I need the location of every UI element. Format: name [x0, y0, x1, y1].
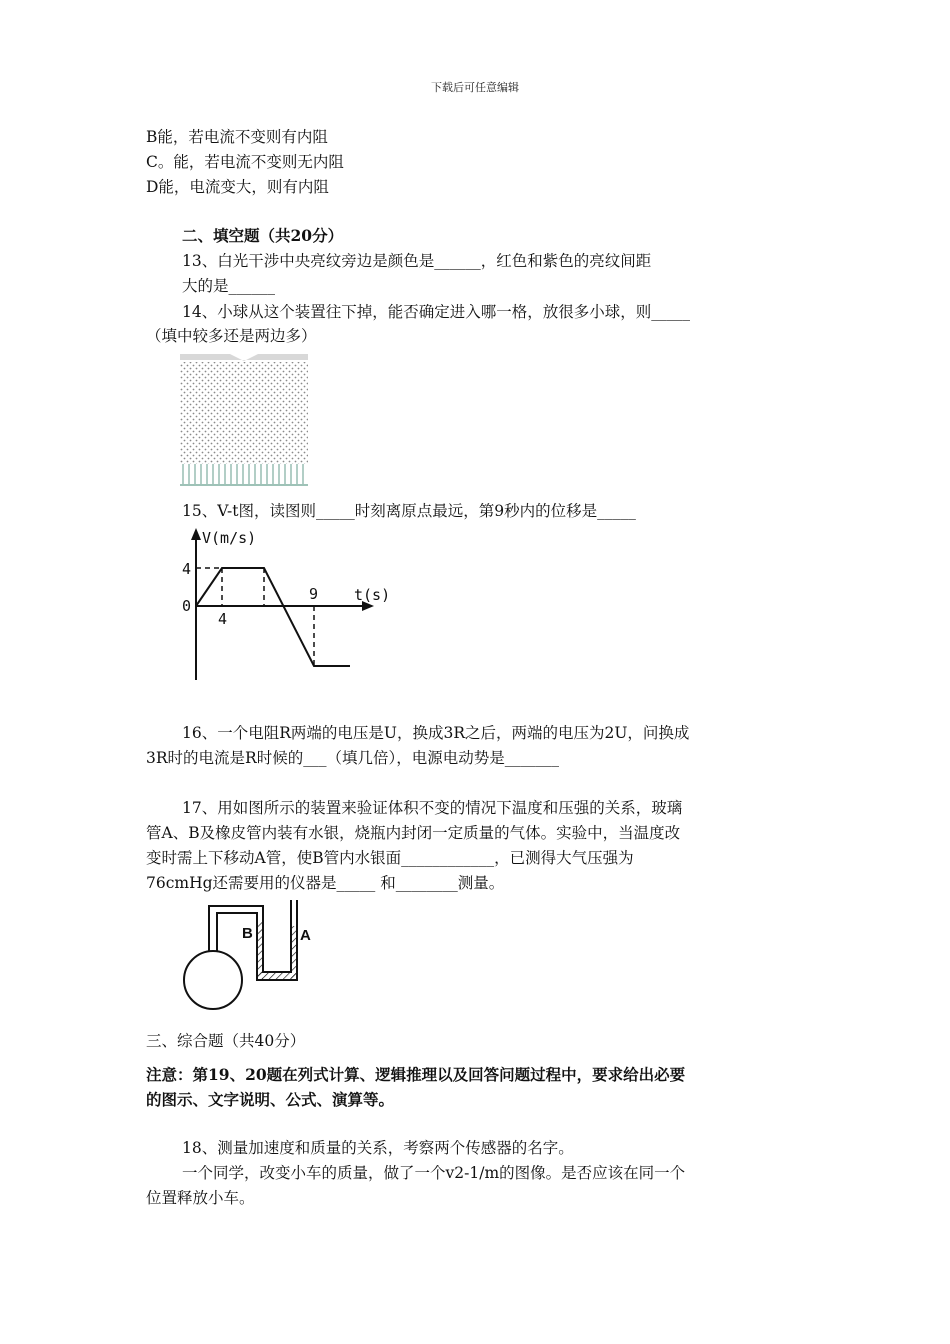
label-b: B [242, 925, 253, 942]
question-17-line3: 变时需上下移动A管，使B管内水银面____________，已测得大气压强为 [146, 849, 634, 867]
gas-apparatus-figure [180, 898, 320, 1014]
question-16-line1: 16、一个电阻R两端的电压是U，换成3R之后，两端的电压为2U，问换成 [182, 724, 690, 742]
x-tick-4: 4 [218, 610, 228, 628]
question-18-line2: 一个同学，改变小车的质量，做了一个v2-1/m的图像。是否应该在同一个 [182, 1164, 686, 1182]
page-header: 下载后可任意编辑 [431, 81, 519, 94]
question-14-line1: 14、小球从这个装置往下掉，能否确定进入哪一格，放很多小球，则_____ [182, 303, 690, 321]
galton-board-figure [180, 352, 308, 488]
section-3-note-line2: 的图示、文字说明、公式、演算等。 [146, 1090, 395, 1109]
y-tick-label: 4 [182, 560, 192, 578]
vt-graph [176, 520, 406, 685]
section-2-title: 二、填空题（共20分） [182, 226, 344, 245]
x-tick-9: 9 [309, 585, 319, 603]
question-17-line2: 管A、B及橡皮管内装有水银，烧瓶内封闭一定质量的气体。实验中，当温度改 [146, 824, 681, 842]
option-d: D能，电流变大，则有内阻 [146, 178, 329, 196]
y-axis-label: V(m/s) [202, 529, 257, 547]
section-3-note-line1: 注意：第19、20题在列式计算、逻辑推理以及回答问题过程中，要求给出必要 [146, 1065, 686, 1084]
label-a: A [300, 927, 311, 944]
y-axis-arrow [191, 528, 201, 540]
origin-label: 0 [182, 597, 192, 615]
question-13-line2: 大的是______ [182, 277, 276, 295]
option-c: C。能，若电流不变则无内阻 [146, 153, 344, 171]
option-b: B能，若电流不变则有内阻 [146, 128, 328, 146]
question-18-line1: 18、测量加速度和质量的关系，考察两个传感器的名字。 [182, 1139, 574, 1157]
question-17-line4: 76cmHg还需要用的仪器是_____ 和________测量。 [146, 874, 505, 892]
question-15: 15、V-t图，读图则_____时刻离原点最远，第9秒内的位移是_____ [182, 502, 636, 520]
question-14-line2: （填中较多还是两边多） [146, 327, 317, 345]
flask [184, 951, 242, 1009]
question-18-line3: 位置释放小车。 [146, 1189, 255, 1207]
question-16-line2: 3R时的电流是R时候的___（填几倍），电源电动势是_______ [146, 749, 559, 767]
section-3-title: 三、综合题（共40分） [146, 1032, 306, 1050]
galton-bins [183, 464, 303, 484]
question-13-line1: 13、白光干涉中央亮纹旁边是颜色是______，红色和紫色的亮纹间距 [182, 252, 652, 270]
question-17-line1: 17、用如图所示的装置来验证体积不变的情况下温度和压强的关系，玻璃 [182, 799, 683, 817]
connecting-tube [209, 906, 263, 952]
x-axis-label: t(s) [354, 586, 391, 604]
